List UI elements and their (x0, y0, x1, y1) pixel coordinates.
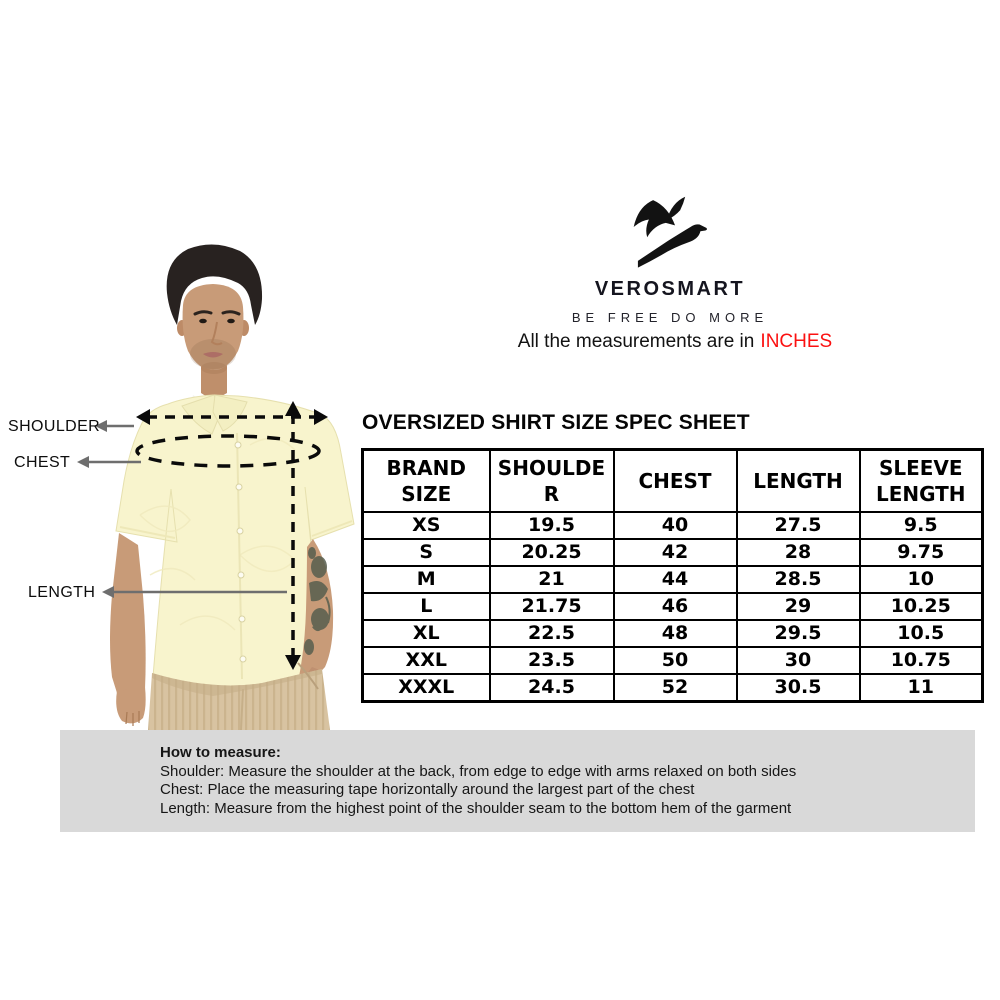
cell-chest: 46 (614, 593, 737, 620)
header-sleeve-length: SLEEVE LENGTH (860, 450, 983, 513)
cell-size: S (363, 539, 490, 566)
cell-length: 30 (737, 647, 860, 674)
size-row-m (363, 566, 983, 593)
cell-size: XXXL (363, 674, 490, 702)
cell-shoulder: 24.5 (490, 674, 614, 702)
cell-sleeve: 10.5 (860, 620, 983, 647)
cell-chest: 42 (614, 539, 737, 566)
cell-chest: 52 (614, 674, 737, 702)
header-chest: CHEST (614, 450, 737, 513)
cell-shoulder: 20.25 (490, 539, 614, 566)
brand-name: VEROSMART (594, 278, 746, 300)
howto-line-shoulder: Shoulder: Measure the shoulder at the back, from edge to edge with arms relaxed on both sides (160, 762, 797, 780)
cell-chest: 40 (614, 512, 737, 539)
measurement-unit-note (440, 331, 910, 353)
cell-shoulder: 19.5 (490, 512, 614, 539)
cell-size: L (363, 593, 490, 620)
note-prefix: All the measurements are in (517, 331, 755, 352)
cell-shoulder: 21 (490, 566, 614, 593)
brand-logo-block (480, 195, 860, 325)
cell-chest: 48 (614, 620, 737, 647)
cell-length: 28.5 (737, 566, 860, 593)
size-row-xs (363, 512, 983, 539)
cell-sleeve: 9.5 (860, 512, 983, 539)
size-spec-table (361, 448, 984, 703)
cell-chest: 50 (614, 647, 737, 674)
size-row-l (363, 593, 983, 620)
shoulder-label: SHOULDER (8, 418, 101, 435)
cell-sleeve: 11 (860, 674, 983, 702)
howto-heading: How to measure: (160, 744, 281, 761)
howto-line-length: Length: Measure from the highest point of the shoulder seam to the bottom hem of the garment (160, 799, 792, 817)
howto-line-chest: Chest: Place the measuring tape horizontally around the largest part of the chest (160, 781, 695, 798)
cell-size: XL (363, 620, 490, 647)
cell-sleeve: 10 (860, 566, 983, 593)
spec-sheet-title: OVERSIZED SHIRT SIZE SPEC SHEET (362, 411, 750, 434)
cell-length: 29.5 (737, 620, 860, 647)
dove-icon (627, 195, 713, 271)
model-eye (199, 319, 207, 324)
model-photo (0, 215, 420, 730)
length-label: LENGTH (28, 584, 96, 601)
model-left-arm (110, 533, 146, 693)
cell-length: 30.5 (737, 674, 860, 702)
cell-sleeve: 9.75 (860, 539, 983, 566)
header-shoulder: SHOULDER (490, 450, 614, 513)
size-row-xxl (363, 647, 983, 674)
cell-chest: 44 (614, 566, 737, 593)
brand-tagline: BE FREE DO MORE (571, 310, 769, 325)
size-row-xl (363, 620, 983, 647)
cell-sleeve: 10.75 (860, 647, 983, 674)
model-illustration (0, 215, 420, 730)
cell-shoulder: 23.5 (490, 647, 614, 674)
cell-size: XS (363, 512, 490, 539)
cell-shoulder: 21.75 (490, 593, 614, 620)
chest-label: CHEST (14, 454, 71, 471)
how-to-measure-panel (60, 730, 975, 832)
cell-size: XXL (363, 647, 490, 674)
cell-length: 29 (737, 593, 860, 620)
cell-length: 28 (737, 539, 860, 566)
header-length: LENGTH (737, 450, 860, 513)
header-brand-size: BRAND SIZE (363, 450, 490, 513)
model-left-hand (116, 687, 145, 723)
size-row-s (363, 539, 983, 566)
cell-length: 27.5 (737, 512, 860, 539)
note-unit: INCHES (760, 331, 833, 352)
cell-sleeve: 10.25 (860, 593, 983, 620)
cell-shoulder: 22.5 (490, 620, 614, 647)
size-row-xxxl (363, 674, 983, 702)
table-header-row (363, 450, 983, 513)
cell-size: M (363, 566, 490, 593)
shoulder-pointer-arrow (95, 420, 134, 432)
